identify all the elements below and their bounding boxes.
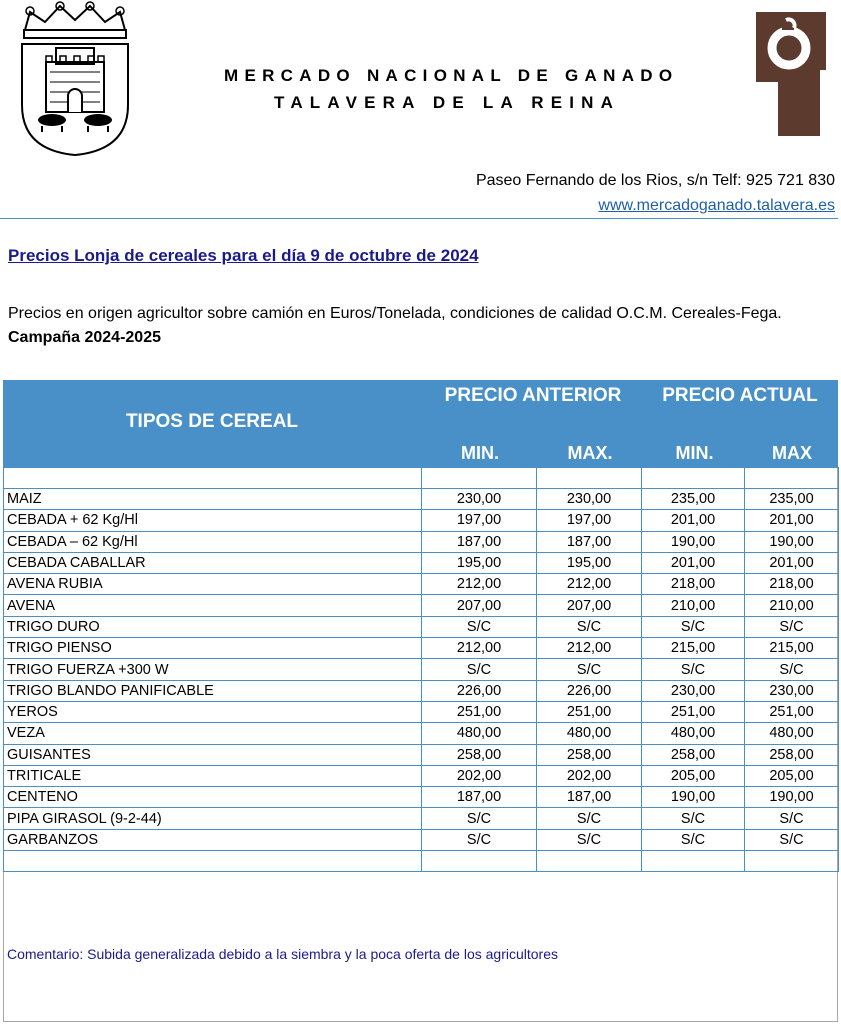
min-anterior-cell: 230,00 xyxy=(422,489,537,510)
cereal-name-cell: GARBANZOS xyxy=(4,829,422,850)
cereal-name-cell: VEZA xyxy=(4,723,422,744)
max-anterior-cell: 197,00 xyxy=(537,510,642,531)
header-max-anterior: MAX. xyxy=(567,443,613,463)
header-max-actual: MAX xyxy=(772,443,812,463)
max-anterior-cell: 195,00 xyxy=(537,552,642,573)
min-anterior-cell: 187,00 xyxy=(422,531,537,552)
max-actual-cell: S/C xyxy=(745,616,839,637)
table-cell xyxy=(745,851,839,872)
cereal-name-cell: AVENA RUBIA xyxy=(4,574,422,595)
max-actual-cell: 190,00 xyxy=(745,531,839,552)
comment-text: Comentario: Subida generalizada debido a la siembra y la poca oferta de los agricultores xyxy=(7,946,558,962)
table-row xyxy=(4,701,839,722)
min-actual-cell: 190,00 xyxy=(642,787,745,808)
table-cell xyxy=(537,851,642,872)
max-actual-cell: 230,00 xyxy=(745,680,839,701)
min-anterior-cell: 195,00 xyxy=(422,552,537,573)
min-anterior-cell: S/C xyxy=(422,659,537,680)
table-row xyxy=(4,659,839,680)
table-row xyxy=(4,510,839,531)
cereal-name-cell: TRITICALE xyxy=(4,765,422,786)
max-anterior-cell: 207,00 xyxy=(537,595,642,616)
table-row xyxy=(4,787,839,808)
table-cell xyxy=(422,851,537,872)
min-anterior-cell: 207,00 xyxy=(422,595,537,616)
cereal-name-cell: CEBADA – 62 Kg/Hl xyxy=(4,531,422,552)
cereal-name-cell: CENTENO xyxy=(4,787,422,808)
max-anterior-cell: S/C xyxy=(537,659,642,680)
header-tipos-de-cereal: TIPOS DE CEREAL xyxy=(125,411,299,432)
cereal-name-cell: TRIGO FUERZA +300 W xyxy=(4,659,422,680)
min-actual-cell: 201,00 xyxy=(642,552,745,573)
cereal-name-cell: YEROS xyxy=(4,701,422,722)
min-anterior-cell: 212,00 xyxy=(422,638,537,659)
table-cell xyxy=(642,851,745,872)
min-actual-cell: 190,00 xyxy=(642,531,745,552)
min-anterior-cell: 258,00 xyxy=(422,744,537,765)
min-actual-cell: S/C xyxy=(642,808,745,829)
min-actual-cell: 201,00 xyxy=(642,510,745,531)
max-actual-cell: 218,00 xyxy=(745,574,839,595)
max-actual-cell: S/C xyxy=(745,829,839,850)
cereal-name-cell: PIPA GIRASOL (9-2-44) xyxy=(4,808,422,829)
min-anterior-cell: 212,00 xyxy=(422,574,537,595)
header-precio-actual: PRECIO ACTUAL xyxy=(662,385,818,406)
min-actual-cell: 258,00 xyxy=(642,744,745,765)
min-actual-cell: 235,00 xyxy=(642,489,745,510)
min-anterior-cell: 226,00 xyxy=(422,680,537,701)
max-anterior-cell: S/C xyxy=(537,829,642,850)
max-actual-cell: 205,00 xyxy=(745,765,839,786)
min-actual-cell: S/C xyxy=(642,829,745,850)
address-line: Paseo Fernando de los Rios, s/n Telf: 925 721 830 xyxy=(475,172,835,189)
max-anterior-cell: 480,00 xyxy=(537,723,642,744)
table-row xyxy=(4,680,839,701)
table-spacer-row xyxy=(4,468,839,489)
min-actual-cell: S/C xyxy=(642,616,745,637)
table-row xyxy=(4,552,839,573)
max-anterior-cell: 212,00 xyxy=(537,638,642,659)
max-actual-cell: 215,00 xyxy=(745,638,839,659)
table-cell xyxy=(642,468,745,489)
description-text: Precios en origen agricultor sobre camión en Euros/Tonelada, condiciones de calidad O.C.M. Cereales-Fega. xyxy=(8,305,782,322)
table-row xyxy=(4,616,839,637)
header-min-actual: MIN. xyxy=(675,443,714,463)
cereal-name-cell: TRIGO DURO xyxy=(4,616,422,637)
market-subtitle: TALAVERA DE LA REINA xyxy=(274,93,621,112)
max-anterior-cell: 187,00 xyxy=(537,531,642,552)
max-anterior-cell: 187,00 xyxy=(537,787,642,808)
max-actual-cell: 210,00 xyxy=(745,595,839,616)
max-actual-cell: S/C xyxy=(745,808,839,829)
table-row xyxy=(4,808,839,829)
min-anterior-cell: 202,00 xyxy=(422,765,537,786)
table-row xyxy=(4,574,839,595)
min-actual-cell: S/C xyxy=(642,659,745,680)
min-actual-cell: 215,00 xyxy=(642,638,745,659)
max-actual-cell: 201,00 xyxy=(745,510,839,531)
table-row xyxy=(4,531,839,552)
max-anterior-cell: S/C xyxy=(537,616,642,637)
header-min-anterior: MIN. xyxy=(461,443,499,463)
max-anterior-cell: S/C xyxy=(537,808,642,829)
price-description xyxy=(8,302,823,350)
market-logo-icon xyxy=(756,12,826,136)
table-cell xyxy=(422,468,537,489)
min-anterior-cell: 480,00 xyxy=(422,723,537,744)
max-anterior-cell: 226,00 xyxy=(537,680,642,701)
table-header xyxy=(3,380,838,467)
min-actual-cell: 230,00 xyxy=(642,680,745,701)
max-anterior-cell: 251,00 xyxy=(537,701,642,722)
max-actual-cell: 235,00 xyxy=(745,489,839,510)
min-actual-cell: 480,00 xyxy=(642,723,745,744)
max-anterior-cell: 202,00 xyxy=(537,765,642,786)
cereal-name-cell: GUISANTES xyxy=(4,744,422,765)
min-actual-cell: 218,00 xyxy=(642,574,745,595)
max-anterior-cell: 230,00 xyxy=(537,489,642,510)
header-divider xyxy=(0,218,838,219)
coat-of-arms-icon xyxy=(10,0,140,160)
campaign-label: Campaña 2024-2025 xyxy=(8,329,161,346)
table-row xyxy=(4,638,839,659)
cereal-name-cell: CEBADA + 62 Kg/Hl xyxy=(4,510,422,531)
page-heading[interactable]: Precios Lonja de cereales para el día 9 de octubre de 2024 xyxy=(8,246,479,265)
market-title: MERCADO NACIONAL DE GANADO xyxy=(224,66,679,85)
table-cell xyxy=(4,468,422,489)
table-spacer-row xyxy=(4,851,839,872)
cereal-name-cell: TRIGO PIENSO xyxy=(4,638,422,659)
table-row xyxy=(4,723,839,744)
header-precio-anterior: PRECIO ANTERIOR xyxy=(444,385,622,406)
website-link[interactable]: www.mercadoganado.talavera.es xyxy=(598,197,835,214)
cereal-name-cell: AVENA xyxy=(4,595,422,616)
max-actual-cell: 201,00 xyxy=(745,552,839,573)
min-anterior-cell: S/C xyxy=(422,616,537,637)
min-anterior-cell: S/C xyxy=(422,808,537,829)
table-row xyxy=(4,595,839,616)
max-actual-cell: 258,00 xyxy=(745,744,839,765)
table-row xyxy=(4,744,839,765)
max-anterior-cell: 258,00 xyxy=(537,744,642,765)
table-cell xyxy=(4,851,422,872)
table-row xyxy=(4,489,839,510)
max-actual-cell: 251,00 xyxy=(745,701,839,722)
max-actual-cell: 480,00 xyxy=(745,723,839,744)
table-cell xyxy=(537,468,642,489)
table-row xyxy=(4,765,839,786)
cereal-name-cell: TRIGO BLANDO PANIFICABLE xyxy=(4,680,422,701)
min-anterior-cell: S/C xyxy=(422,829,537,850)
cereal-name-cell: CEBADA CABALLAR xyxy=(4,552,422,573)
max-actual-cell: S/C xyxy=(745,659,839,680)
min-anterior-cell: 251,00 xyxy=(422,701,537,722)
min-actual-cell: 210,00 xyxy=(642,595,745,616)
table-row xyxy=(4,829,839,850)
min-anterior-cell: 197,00 xyxy=(422,510,537,531)
min-anterior-cell: 187,00 xyxy=(422,787,537,808)
min-actual-cell: 205,00 xyxy=(642,765,745,786)
table-cell xyxy=(745,468,839,489)
min-actual-cell: 251,00 xyxy=(642,701,745,722)
max-actual-cell: 190,00 xyxy=(745,787,839,808)
cereal-name-cell: MAIZ xyxy=(4,489,422,510)
price-table xyxy=(3,467,839,872)
max-anterior-cell: 212,00 xyxy=(537,574,642,595)
